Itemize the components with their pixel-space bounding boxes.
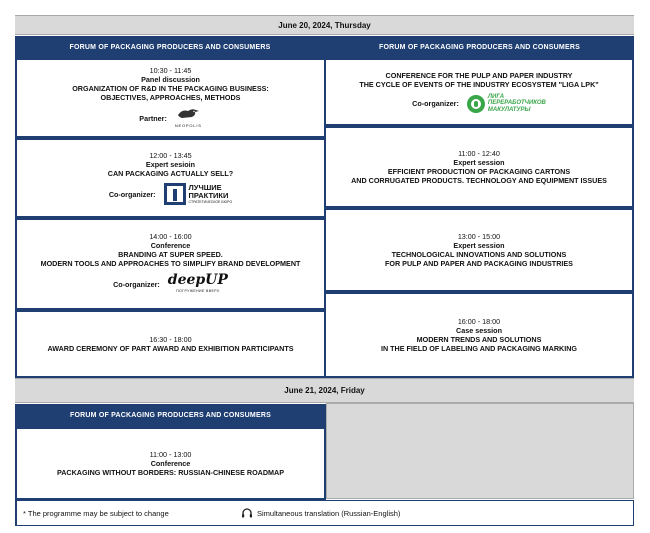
- session-title-line: BRANDING AT SUPER SPEED.: [118, 250, 223, 259]
- coorganizer-label: Co-organizer:: [113, 280, 160, 289]
- headset-icon: [241, 507, 253, 519]
- neopolis-logo-text: NEOPOLIS: [174, 123, 202, 128]
- session-coorganizer: [109, 183, 232, 205]
- session-time: 10:30 - 11:45: [149, 66, 192, 75]
- liga-logo-line: МАКУЛАТУРЫ: [487, 106, 531, 113]
- day1-left-header: [15, 36, 325, 58]
- session-type: Conference: [150, 459, 191, 468]
- session-title-line: TECHNOLOGICAL INNOVATIONS AND SOLUTIONS: [391, 250, 567, 259]
- day1-right-header: [325, 36, 634, 58]
- programme-schedule: [15, 15, 634, 526]
- session-type: Expert session: [453, 241, 505, 250]
- session-title-line: FOR PULP AND PAPER AND PACKAGING INDUSTRIES: [385, 259, 573, 268]
- day1-right-header-text: FORUM OF PACKAGING PRODUCERS AND CONSUMERS: [379, 43, 580, 51]
- day2-date: June 21, 2024, Friday: [284, 386, 365, 395]
- session-title-line: ORGANIZATION OF R&D IN THE PACKAGING BUSINESS:: [72, 84, 269, 93]
- session-card: [15, 218, 326, 310]
- session-type: Expert session: [453, 158, 505, 167]
- deepup-logo-text: deepUP: [167, 272, 228, 288]
- coorganizer-label: Co-organizer:: [108, 189, 156, 199]
- session-title-line: THE CYCLE OF EVENTS OF THE INDUSTRY ECOSYSTEM "LIGA LPK": [359, 79, 599, 89]
- coorganizer-label: Co-organizer:: [412, 99, 459, 108]
- liga-logo-text: [488, 94, 546, 114]
- session-title-line: CAN PACKAGING ACTUALLY SELL?: [107, 169, 234, 178]
- session-time: 12:00 - 13:45: [149, 151, 192, 160]
- deepup-logo: [168, 273, 228, 296]
- bird-icon: [176, 107, 200, 121]
- session-time: 11:00 - 13:00: [149, 450, 192, 459]
- partner-label: Partner:: [139, 114, 167, 123]
- session-time: 16:30 - 18:00: [149, 335, 192, 344]
- lp-logo-line: ЛУЧШИЕ: [188, 183, 222, 192]
- session-coorganizer: [412, 94, 546, 114]
- liga-logo: [467, 94, 546, 114]
- day2-date-bar: [15, 378, 634, 403]
- session-title-line: AWARD CEREMONY OF PART AWARD AND EXHIBITION PARTICIPANTS: [47, 344, 294, 353]
- neopolis-logo: [175, 107, 202, 130]
- session-title-line: CONFERENCE FOR THE PULP AND PAPER INDUSTRY: [385, 70, 573, 80]
- day2-left-header-text: FORUM OF PACKAGING PRODUCERS AND CONSUMERS: [70, 412, 271, 419]
- session-card: [324, 292, 634, 378]
- luchshie-praktiki-logo: [164, 183, 233, 205]
- session-time: 13:00 - 15:00: [457, 232, 501, 241]
- session-title-line: PACKAGING WITHOUT BORDERS: RUSSIAN-CHINESE ROADMAP: [56, 468, 285, 477]
- session-title-line: IN THE FIELD OF LABELING AND PACKAGING MARKING: [380, 344, 578, 353]
- session-card: [324, 58, 634, 126]
- translation-note: [241, 507, 400, 519]
- translation-text: Simultaneous translation (Russian-English): [257, 508, 401, 518]
- session-title-line: EFFICIENT PRODUCTION OF PACKAGING CARTONS: [387, 167, 571, 176]
- session-card: [324, 126, 634, 208]
- lp-logo-line: ПРАКТИКИ: [188, 191, 229, 200]
- day1-left-header-text: FORUM OF PACKAGING PRODUCERS AND CONSUMERS: [69, 43, 271, 51]
- deepup-logo-sub: ПОГРУЖЕНИЕ ВВЕРХ: [176, 289, 220, 293]
- liga-logo-line: ПЕРЕРАБОТЧИКОВ: [487, 100, 546, 107]
- session-coorganizer: [113, 273, 228, 296]
- session-title-line: MODERN TRENDS AND SOLUTIONS: [416, 335, 542, 344]
- session-title-line: MODERN TOOLS AND APPROACHES TO SIMPLIFY BRAND DEVELOPMENT: [40, 259, 301, 268]
- day1-date: June 20, 2024, Thursday: [278, 20, 371, 30]
- lp-mark-icon: [164, 183, 186, 205]
- liga-logo-line: ЛИГА: [487, 93, 505, 100]
- session-card: [15, 427, 326, 500]
- session-card: [324, 208, 634, 292]
- leaf-icon: [467, 95, 485, 113]
- session-type: Conference: [150, 241, 191, 250]
- session-type: Expert sesioin: [145, 160, 196, 169]
- footer: [15, 500, 634, 526]
- lp-logo-sub: СТРАТЕГИЧЕСКОЕ БЮРО: [188, 200, 233, 204]
- lp-logo-text: [189, 184, 233, 204]
- session-partner: [139, 107, 201, 130]
- session-title-line: OBJECTIVES, APPROACHES, METHODS: [100, 93, 241, 102]
- session-time: 11:00 - 12:40: [458, 149, 500, 158]
- session-card: [15, 310, 326, 378]
- day2-left-header: [15, 404, 326, 427]
- session-type: Case session: [456, 326, 502, 335]
- session-time: 14:00 - 16:00: [149, 232, 192, 241]
- disclaimer-note: * The programme may be subject to change: [23, 508, 169, 518]
- day1-date-bar: [15, 15, 634, 35]
- empty-slot: [326, 403, 634, 499]
- session-card: [15, 58, 326, 138]
- session-type: Panel discussion: [141, 75, 200, 84]
- session-time: 16:00 - 18:00: [457, 317, 501, 326]
- session-title-line: AND CORRUGATED PRODUCTS. TECHNOLOGY AND EQUIPMENT ISSUES: [351, 176, 607, 185]
- session-card: [15, 138, 326, 218]
